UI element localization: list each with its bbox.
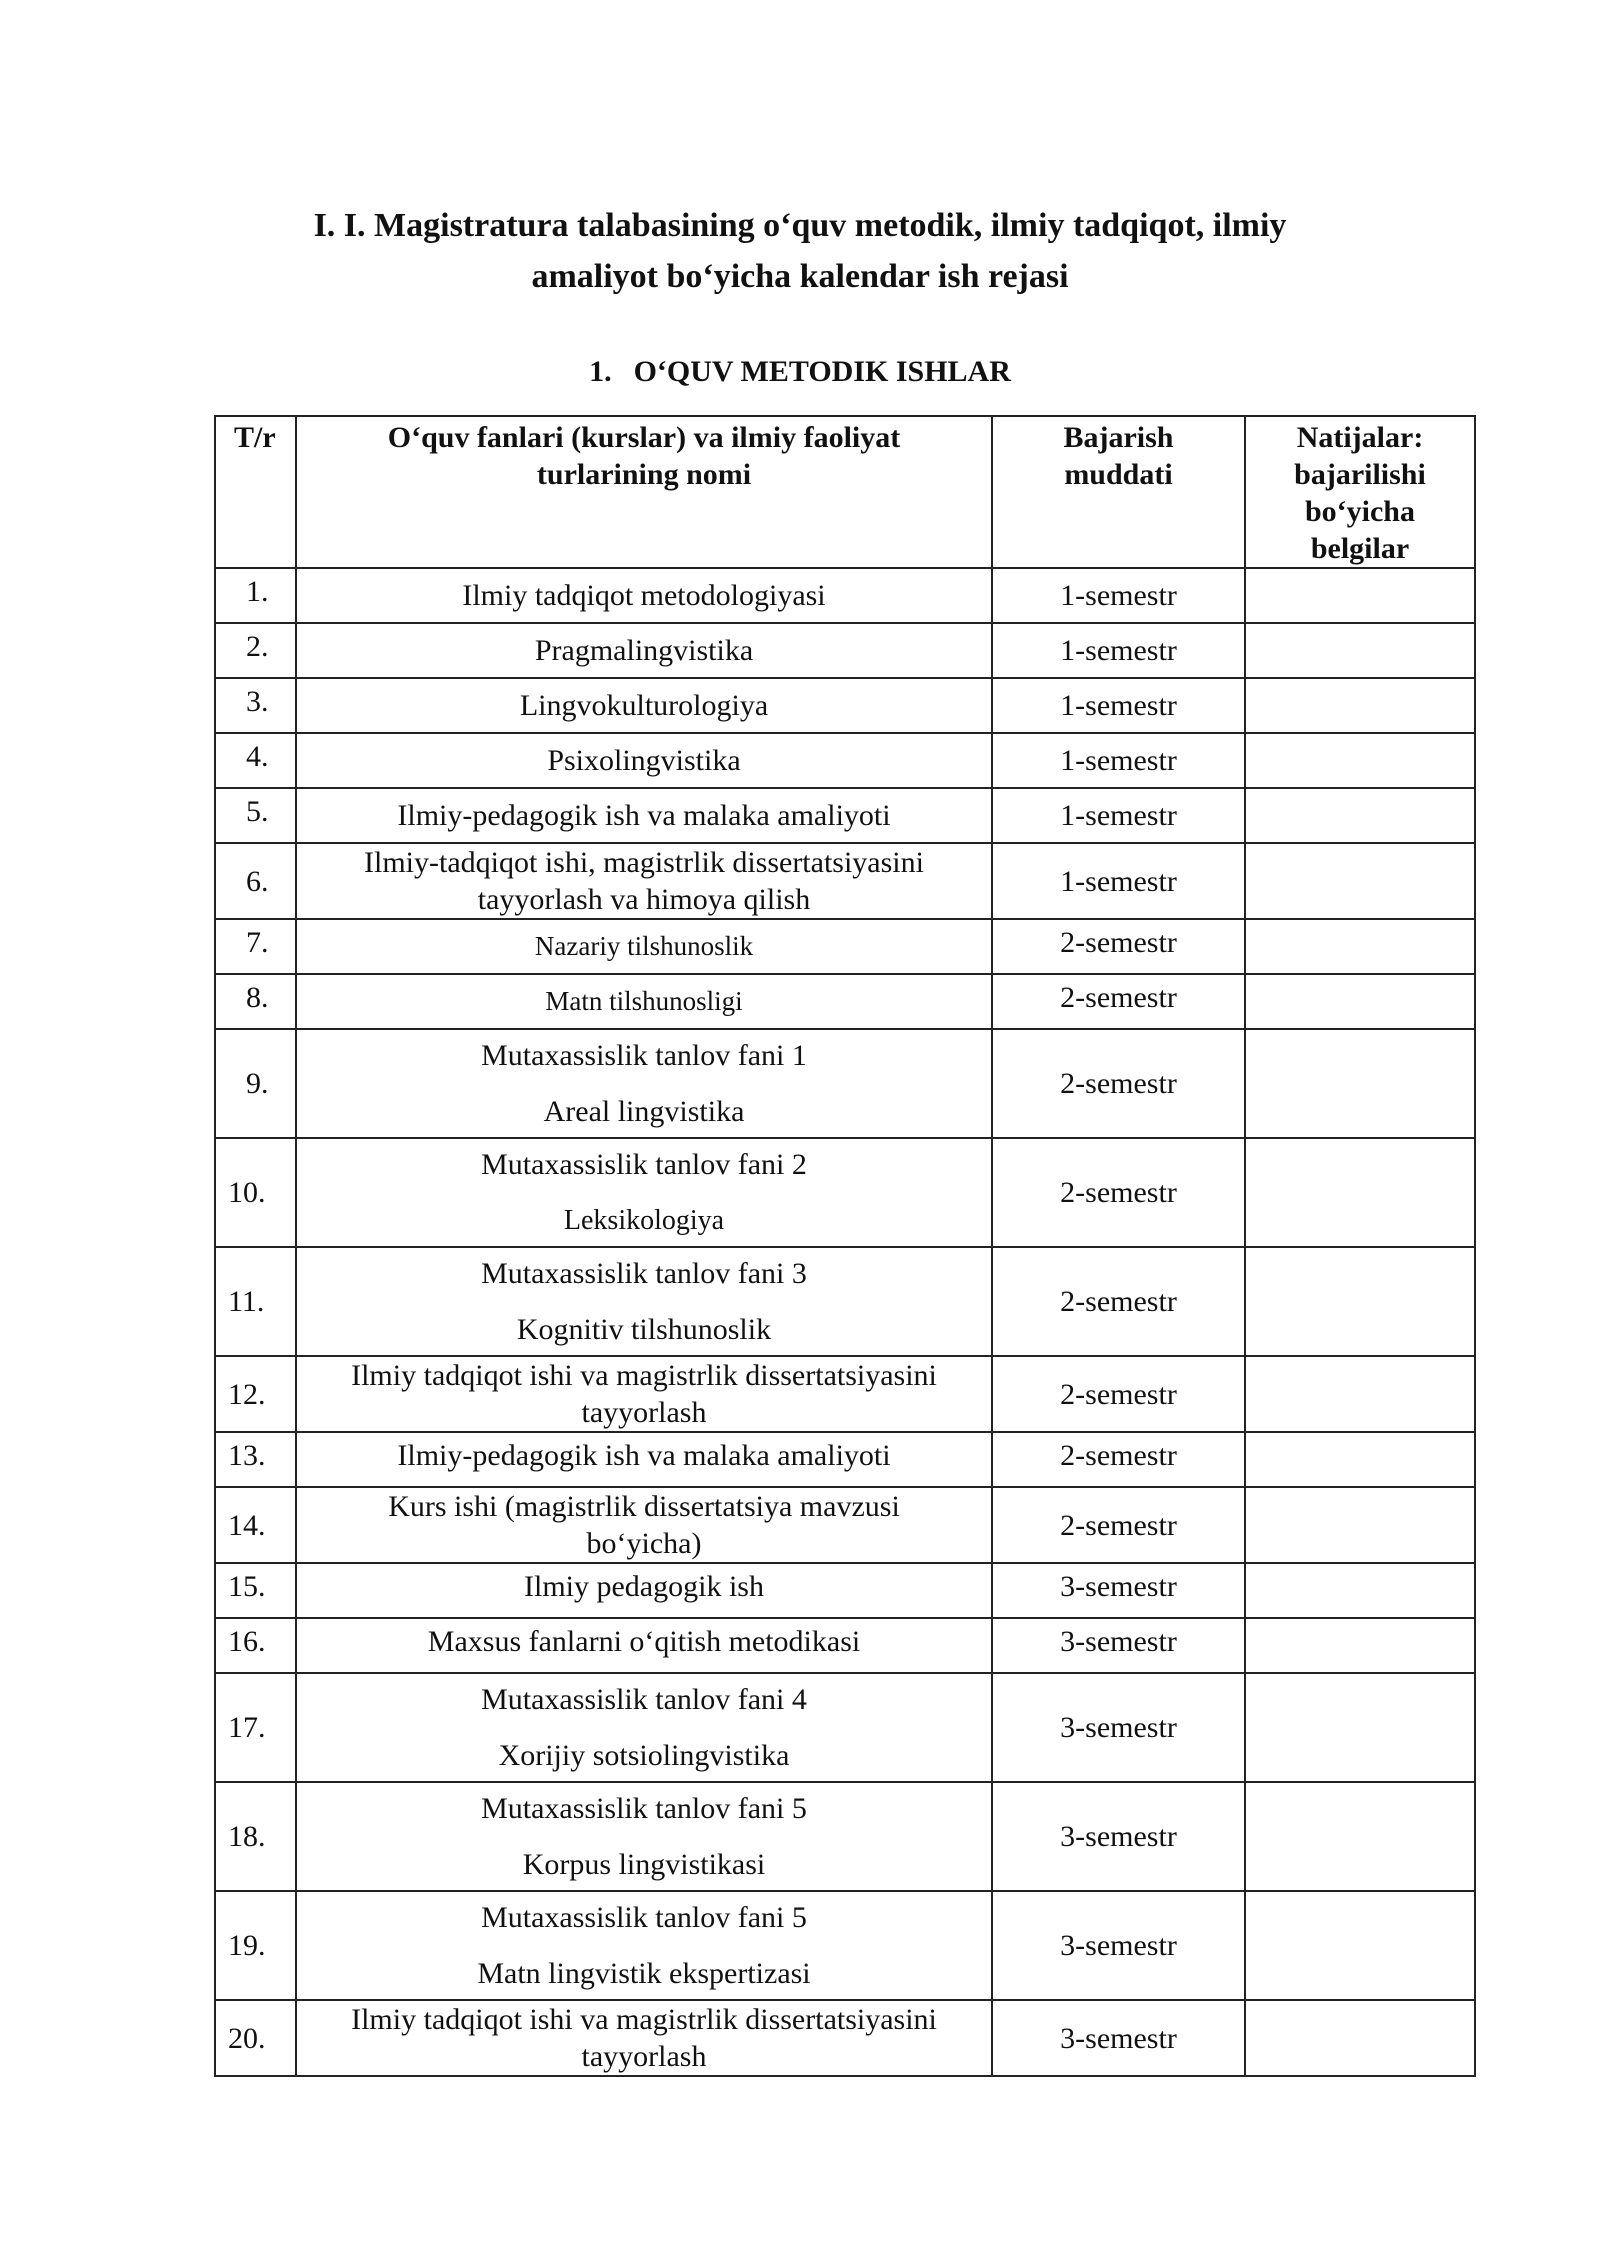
row-result	[1245, 1891, 1475, 2000]
row-result	[1245, 843, 1475, 919]
table-row	[215, 678, 1475, 733]
row-deadline: 2-semestr	[992, 919, 1245, 974]
table-row	[215, 623, 1475, 678]
header-name: O‘quv fanlari (kurslar) va ilmiy faoliyat turlarining nomi	[296, 416, 992, 568]
table-row	[215, 919, 1475, 974]
table-row	[215, 843, 1475, 919]
row-name: Mutaxassislik tanlov fani 5	[481, 1901, 807, 1934]
row-name: Mutaxassislik tanlov fani 4	[481, 1683, 807, 1716]
table-row	[215, 1673, 1475, 1782]
row-result	[1245, 1673, 1475, 1782]
row-name-cell	[296, 1891, 992, 2000]
row-result	[1245, 919, 1475, 974]
header-deadline: Bajarish muddati	[992, 416, 1245, 568]
row-deadline: 3-semestr	[992, 1618, 1245, 1673]
row-name: Ilmiy tadqiqot metodologiyasi	[296, 568, 992, 623]
table-row	[215, 733, 1475, 788]
calendar-plan-table	[214, 415, 1476, 2077]
row-number: 14.	[215, 1487, 296, 1563]
row-number: 18.	[215, 1782, 296, 1891]
table-row	[215, 1356, 1475, 1432]
row-deadline: 1-semestr	[992, 788, 1245, 843]
table-row	[215, 1487, 1475, 1563]
row-name: Psixolingvistika	[296, 733, 992, 788]
row-name: Pragmalingvistika	[296, 623, 992, 678]
row-name: Matn tilshunosligi	[296, 974, 992, 1029]
row-name: Mutaxassislik tanlov fani 1	[481, 1039, 807, 1072]
row-name: Ilmiy-pedagogik ish va malaka amaliyoti	[296, 788, 992, 843]
row-deadline: 2-semestr	[992, 1356, 1245, 1432]
table-row	[215, 568, 1475, 623]
row-name-cell	[296, 1782, 992, 1891]
row-name-cell	[296, 1247, 992, 1356]
row-number: 20.	[215, 2000, 296, 2076]
row-deadline: 3-semestr	[992, 1673, 1245, 1782]
row-subject: Matn lingvistik ekspertizasi	[477, 1957, 811, 1990]
row-deadline: 3-semestr	[992, 2000, 1245, 2076]
row-subject: Xorijiy sotsiolingvistika	[498, 1739, 790, 1772]
row-number: 4.	[215, 733, 296, 788]
row-number: 15.	[215, 1563, 296, 1618]
document-title	[0, 200, 1600, 302]
row-result	[1245, 1356, 1475, 1432]
row-name-cell	[296, 1029, 992, 1138]
table-row	[215, 1618, 1475, 1673]
row-deadline: 1-semestr	[992, 678, 1245, 733]
row-number: 17.	[215, 1673, 296, 1782]
row-result	[1245, 1782, 1475, 1891]
row-deadline: 2-semestr	[992, 1487, 1245, 1563]
table-row	[215, 1138, 1475, 1247]
row-deadline: 2-semestr	[992, 974, 1245, 1029]
row-number: 7.	[215, 919, 296, 974]
row-deadline: 2-semestr	[992, 1029, 1245, 1138]
row-result	[1245, 623, 1475, 678]
row-name: Nazariy tilshunoslik	[296, 919, 992, 974]
row-result	[1245, 1563, 1475, 1618]
row-name: Maxsus fanlarni o‘qitish metodikasi	[296, 1618, 992, 1673]
row-deadline: 1-semestr	[992, 568, 1245, 623]
row-number: 5.	[215, 788, 296, 843]
row-number: 10.	[215, 1138, 296, 1247]
row-result	[1245, 974, 1475, 1029]
row-deadline: 1-semestr	[992, 843, 1245, 919]
row-name: Mutaxassislik tanlov fani 5	[481, 1792, 807, 1825]
title-line-2: amaliyot bo‘yicha kalendar ish rejasi	[531, 258, 1069, 295]
row-number: 6.	[215, 843, 296, 919]
row-number: 3.	[215, 678, 296, 733]
row-deadline: 3-semestr	[992, 1563, 1245, 1618]
row-name: Ilmiy tadqiqot ishi va magistrlik dissertatsiyasini tayyorlash	[296, 1356, 992, 1432]
header-tr: T/r	[215, 416, 296, 568]
table-row	[215, 1247, 1475, 1356]
table-header-row	[215, 416, 1475, 568]
row-name: Lingvokulturologiya	[296, 678, 992, 733]
row-name: Ilmiy-pedagogik ish va malaka amaliyoti	[296, 1432, 992, 1487]
row-result	[1245, 788, 1475, 843]
table-row	[215, 1782, 1475, 1891]
row-number: 13.	[215, 1432, 296, 1487]
row-deadline: 2-semestr	[992, 1247, 1245, 1356]
table-row	[215, 1029, 1475, 1138]
row-deadline: 1-semestr	[992, 623, 1245, 678]
row-name: Kurs ishi (magistrlik dissertatsiya mavzusi bo‘yicha)	[296, 1487, 992, 1563]
row-result	[1245, 678, 1475, 733]
row-result	[1245, 733, 1475, 788]
row-name: Ilmiy-tadqiqot ishi, magistrlik dissertatsiyasini tayyorlash va himoya qilish	[296, 843, 992, 919]
row-name: Mutaxassislik tanlov fani 3	[481, 1257, 807, 1290]
row-deadline: 2-semestr	[992, 1432, 1245, 1487]
row-deadline: 3-semestr	[992, 1782, 1245, 1891]
table-row	[215, 974, 1475, 1029]
row-deadline: 3-semestr	[992, 1891, 1245, 2000]
row-name: Mutaxassislik tanlov fani 2	[481, 1148, 807, 1181]
row-subject: Korpus lingvistikasi	[522, 1848, 766, 1881]
row-number: 1.	[215, 568, 296, 623]
row-number: 11.	[215, 1247, 296, 1356]
row-deadline: 2-semestr	[992, 1138, 1245, 1247]
table-row	[215, 2000, 1475, 2076]
row-result	[1245, 1247, 1475, 1356]
row-number: 8.	[215, 974, 296, 1029]
section-heading	[0, 352, 1600, 392]
row-result	[1245, 1487, 1475, 1563]
row-result	[1245, 1432, 1475, 1487]
table-row	[215, 1432, 1475, 1487]
row-deadline: 1-semestr	[992, 733, 1245, 788]
row-subject: Areal lingvistika	[543, 1095, 745, 1128]
row-name: Ilmiy tadqiqot ishi va magistrlik dissertatsiyasini tayyorlash	[296, 2000, 992, 2076]
table-row	[215, 788, 1475, 843]
row-name: Ilmiy pedagogik ish	[296, 1563, 992, 1618]
row-number: 2.	[215, 623, 296, 678]
title-line-1: I. I. Magistratura talabasining o‘quv metodik, ilmiy tadqiqot, ilmiy	[313, 207, 1287, 244]
row-number: 9.	[215, 1029, 296, 1138]
row-number: 12.	[215, 1356, 296, 1432]
section-title: O‘QUV METODIK ISHLAR	[633, 355, 1011, 388]
row-result	[1245, 1029, 1475, 1138]
table-row	[215, 1563, 1475, 1618]
table-row	[215, 1891, 1475, 2000]
row-number: 19.	[215, 1891, 296, 2000]
row-subject: Kognitiv tilshunoslik	[516, 1313, 772, 1346]
row-result	[1245, 2000, 1475, 2076]
row-subject: Leksikologiya	[563, 1205, 725, 1236]
section-number: 1.	[589, 355, 612, 388]
row-result	[1245, 1138, 1475, 1247]
row-name-cell	[296, 1138, 992, 1247]
header-results: Natijalar: bajarilishi bo‘yicha belgilar	[1245, 416, 1475, 568]
row-name-cell	[296, 1673, 992, 1782]
row-result	[1245, 568, 1475, 623]
row-result	[1245, 1618, 1475, 1673]
row-number: 16.	[215, 1618, 296, 1673]
